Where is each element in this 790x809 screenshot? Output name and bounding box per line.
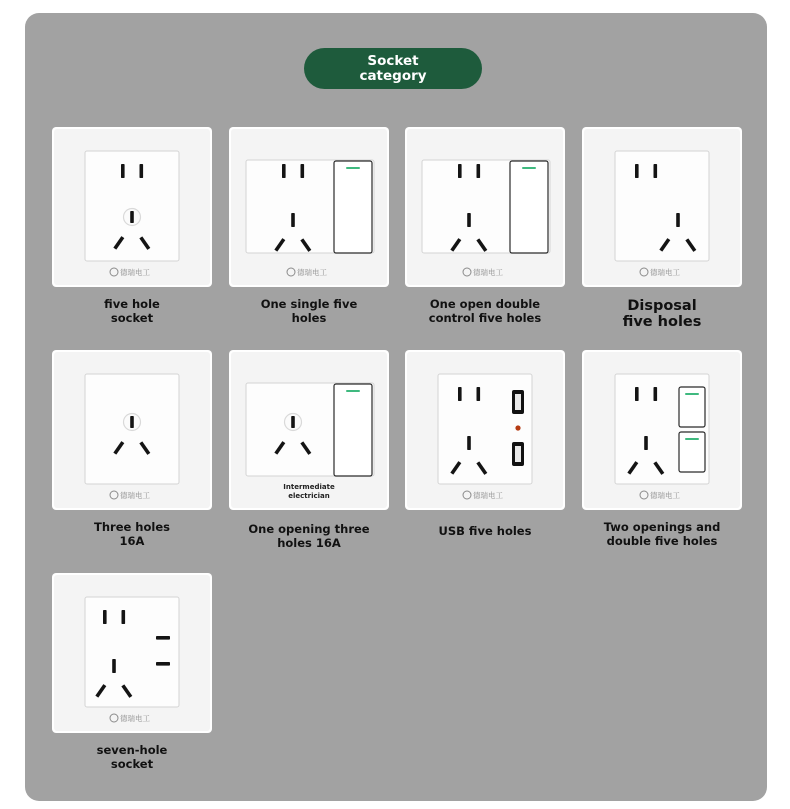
brand-label: 德瑞电工 — [120, 714, 150, 723]
brand-label: 德瑞电工 — [297, 268, 327, 277]
horizontal-slot — [156, 636, 170, 640]
socket-panel — [52, 573, 212, 733]
socket-panel — [582, 350, 742, 510]
flat-pin-slot-right — [654, 387, 658, 401]
category-title-badge: Socket category — [304, 48, 482, 89]
panel-text: electrician — [288, 492, 330, 500]
socket-panel — [582, 127, 742, 287]
brand-label: 德瑞电工 — [650, 268, 680, 277]
brand-label: 德瑞电工 — [120, 491, 150, 500]
socket-panel — [52, 127, 212, 287]
socket-panel — [405, 350, 565, 510]
socket-card-switch-three — [229, 350, 389, 510]
flat-pin-slot-left — [121, 164, 125, 178]
earth-pin-slot — [676, 213, 680, 227]
brand-label: 德瑞电工 — [120, 268, 150, 277]
socket-panel — [229, 127, 389, 287]
socket-caption: One single five holes — [260, 297, 358, 325]
flat-pin-slot-right — [654, 164, 658, 178]
socket-caption: Two openings and double five holes — [603, 520, 721, 548]
earth-pin-slot — [130, 416, 134, 428]
socket-caption: Disposal five holes — [622, 298, 702, 330]
socket-card-separated-five — [582, 127, 742, 287]
flat-pin-slot-right — [140, 164, 144, 178]
earth-pin-slot — [644, 436, 648, 450]
earth-pin-slot — [467, 436, 471, 450]
socket-card-single-switch-five — [229, 127, 389, 287]
flat-pin-slot-left — [458, 164, 462, 178]
indicator-led — [685, 393, 699, 395]
indicator-led — [522, 167, 536, 169]
panel-text: Intermediate — [283, 483, 335, 491]
earth-pin-slot — [467, 213, 471, 227]
inner-module — [85, 151, 179, 261]
indicator-led — [346, 167, 360, 169]
earth-pin-slot — [291, 416, 295, 428]
flat-pin-slot-left — [635, 387, 639, 401]
socket-caption: Three holes 16A — [94, 520, 170, 548]
rocker-switch[interactable] — [334, 161, 372, 253]
brand-label: 德瑞电工 — [473, 268, 503, 277]
socket-panel — [52, 350, 212, 510]
indicator-led — [346, 390, 360, 392]
earth-pin-slot — [112, 659, 116, 673]
brand-label: 德瑞电工 — [650, 491, 680, 500]
socket-panel — [405, 127, 565, 287]
flat-pin-slot-right — [477, 387, 481, 401]
flat-pin-slot-left — [635, 164, 639, 178]
socket-caption: five hole socket — [104, 297, 160, 325]
rocker-switch[interactable] — [510, 161, 548, 253]
flat-pin-slot-right — [122, 610, 126, 624]
flat-pin-slot-left — [103, 610, 107, 624]
socket-card-five-hole — [52, 127, 212, 287]
inner-module — [615, 151, 709, 261]
power-indicator — [515, 425, 520, 430]
socket-caption: One open double control five holes — [428, 297, 542, 325]
socket-card-double-switch-five — [405, 127, 565, 287]
earth-pin-slot — [130, 211, 134, 223]
earth-pin-slot — [291, 213, 295, 227]
flat-pin-slot-left — [282, 164, 286, 178]
socket-caption: seven-hole socket — [96, 743, 168, 771]
indicator-led — [685, 438, 699, 440]
brand-label: 德瑞电工 — [473, 491, 503, 500]
socket-caption: USB five holes — [438, 524, 532, 538]
socket-card-three-hole — [52, 350, 212, 510]
socket-caption: One opening three holes 16A — [248, 522, 370, 550]
socket-card-two-switch-five — [582, 350, 742, 510]
rocker-switch[interactable] — [334, 384, 372, 476]
socket-card-usb-five — [405, 350, 565, 510]
flat-pin-slot-right — [477, 164, 481, 178]
horizontal-slot — [156, 662, 170, 666]
socket-panel — [229, 350, 389, 510]
flat-pin-slot-left — [458, 387, 462, 401]
socket-card-seven-hole — [52, 573, 212, 733]
flat-pin-slot-right — [301, 164, 305, 178]
